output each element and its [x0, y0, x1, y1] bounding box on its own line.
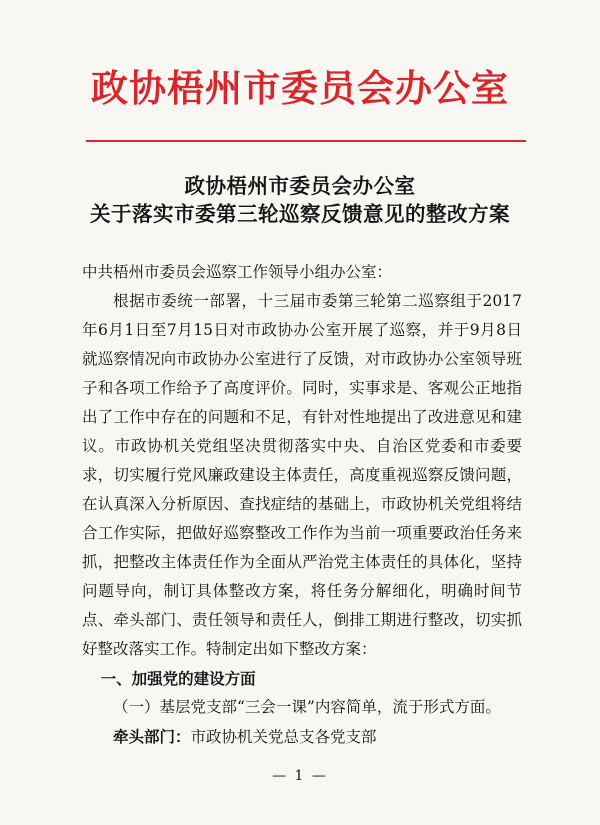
letterhead-org-name: 政协梧州市委员会办公室	[91, 66, 509, 110]
lead-department-value: 市政协机关党总支各党支部	[190, 728, 377, 746]
paragraph-intro: 根据市委统一部署，十三届市委第三轮第二巡察组于2017年6月1日至7月15日对市政协办公室开展了巡察，并于9月8日就巡察情况向市政协办公室进行了反馈，对市政协办公室领导班子和各项工作给予了高度评价。同时，实事求是、客观公正地指出了工作中存在的问题和不足，有针对性地提出了改进意见和建议。市政协机关党组坚决贯彻落实中央、自治区党委和市委要求，切实履行党风廉政建设主体责任，高度重视巡察反馈问题，在认真深入分析原因、查找症结的基础上，市政协机关党组将结合工作实际，把做好巡察整改工作作为当前一项重要政治任务来抓，把整改主体责任作为全面从严治党主体责任的具体化，坚持问题导向，制订具体整改方案，将任务分解细化，明确时间节点、牵头部门、责任领导和责任人，倒排工期进行整改，切实抓好整改落实工作。特制定出如下整改方案：	[82, 292, 522, 658]
document-title-line-1: 政协梧州市委员会办公室	[184, 174, 416, 198]
document-body	[82, 258, 522, 752]
section-heading-1: 一、加强党的建设方面	[100, 669, 256, 688]
page-number: — 1 —	[272, 768, 328, 784]
letterhead-red-rule	[86, 140, 526, 142]
lead-department-line	[82, 722, 522, 752]
document-title-line-2: 关于落实市委第三轮巡察反馈意见的整改方案	[90, 202, 510, 226]
salutation: 中共梧州市委员会巡察工作领导小组办公室：	[82, 263, 393, 281]
subsection-heading-1: （一）基层党支部“三会一课”内容简单，流于形式方面。	[113, 698, 501, 716]
lead-department-label: 牵头部门：	[113, 727, 191, 746]
